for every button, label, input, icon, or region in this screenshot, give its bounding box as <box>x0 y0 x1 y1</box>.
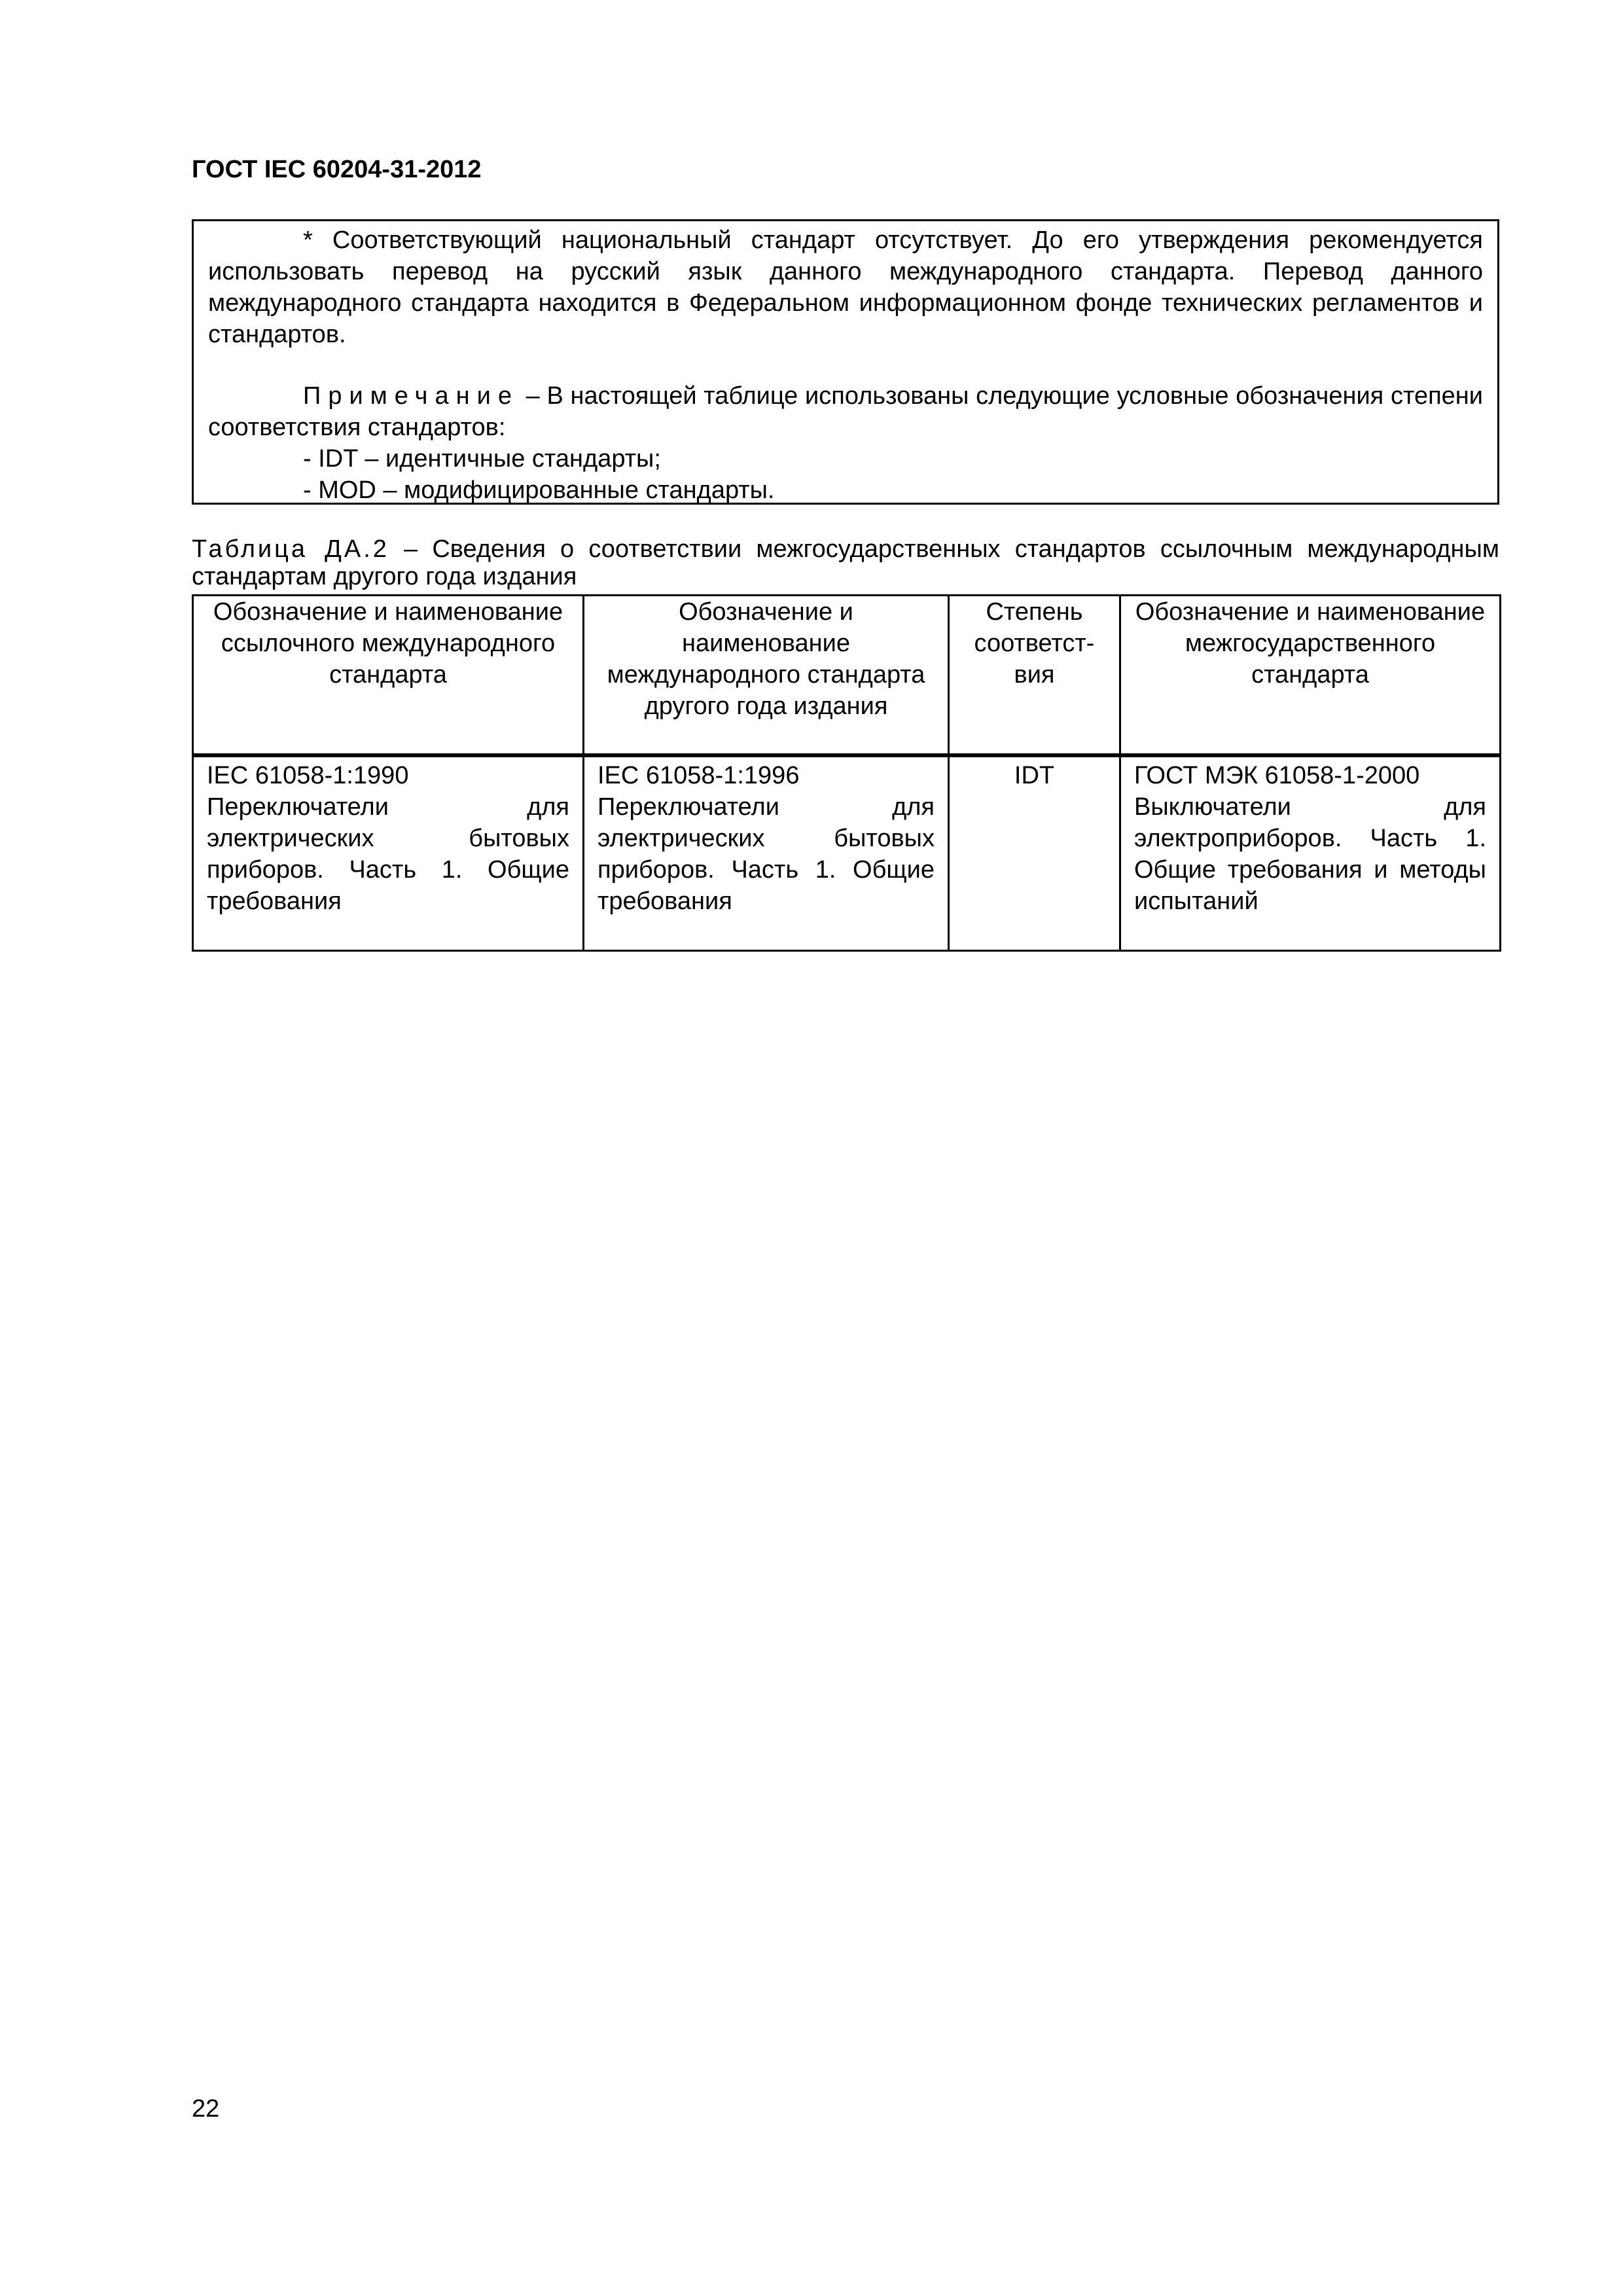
document-code-header: ГОСТ IEC 60204-31-2012 <box>192 156 482 183</box>
notes-box <box>192 219 1499 505</box>
interstate-standard-code: ГОСТ МЭК 61058-1-2000 <box>1134 762 1420 789</box>
degree-value: IDT <box>1014 762 1055 789</box>
table-header-row <box>193 596 1501 756</box>
other-year-standard-name: Переключатели для электрических бытовых приборов. Часть 1. Общие требования <box>597 793 935 915</box>
header-interstate-standard: Обозначение и наименование межгосударственного стандарта <box>1120 596 1501 756</box>
header-other-year-standard: Обозначение и наименование международного стандарта другого года издания <box>584 596 949 756</box>
note-list-item-idt: - IDT – идентичные стандарты; <box>303 445 661 473</box>
table-caption-label: Таблица ДА.2 <box>192 535 389 563</box>
table-row <box>193 755 1501 951</box>
header-degree: Степень соответст-вия <box>949 596 1120 756</box>
cell-interstate-standard <box>1120 755 1501 951</box>
standards-table <box>192 594 1501 952</box>
header-reference-standard: Обозначение и наименование ссылочного международного стандарта <box>193 596 584 756</box>
other-year-standard-code: IEC 61058-1:1996 <box>597 762 800 789</box>
reference-standard-name: Переключатели для электрических бытовых приборов. Часть 1. Общие требования <box>207 793 569 915</box>
note-list-item-mod: - MOD – модифицированные стандарты. <box>303 476 775 504</box>
cell-other-year-standard <box>584 755 949 951</box>
interstate-standard-name: Выключатели для электроприборов. Часть 1. Общие требования и методы испытаний <box>1134 793 1486 915</box>
footnote-text: * Соответствующий национальный стандарт отсутствует. До его утверждения рекомендуется использовать перевод на русский язык данного международного стандарта. Перевод данного международного стандарта находится в Федеральном информационном фонде технических регламентов и стандартов. <box>208 226 1483 348</box>
cell-reference-standard <box>193 755 584 951</box>
note-label: Примечание <box>303 382 519 410</box>
cell-degree <box>949 755 1120 951</box>
reference-standard-code: IEC 61058-1:1990 <box>207 762 409 789</box>
note-text: – В настоящей таблице использованы следующие условные обозначения степени соответствия стандартов: <box>208 382 1483 441</box>
note-paragraph <box>208 380 1483 443</box>
table-caption <box>192 535 1499 590</box>
page-number: 22 <box>192 2095 220 2123</box>
table-caption-text: – Сведения о соответствии межгосударственных стандартов ссылочным международным стандартам другого года издания <box>192 535 1499 590</box>
